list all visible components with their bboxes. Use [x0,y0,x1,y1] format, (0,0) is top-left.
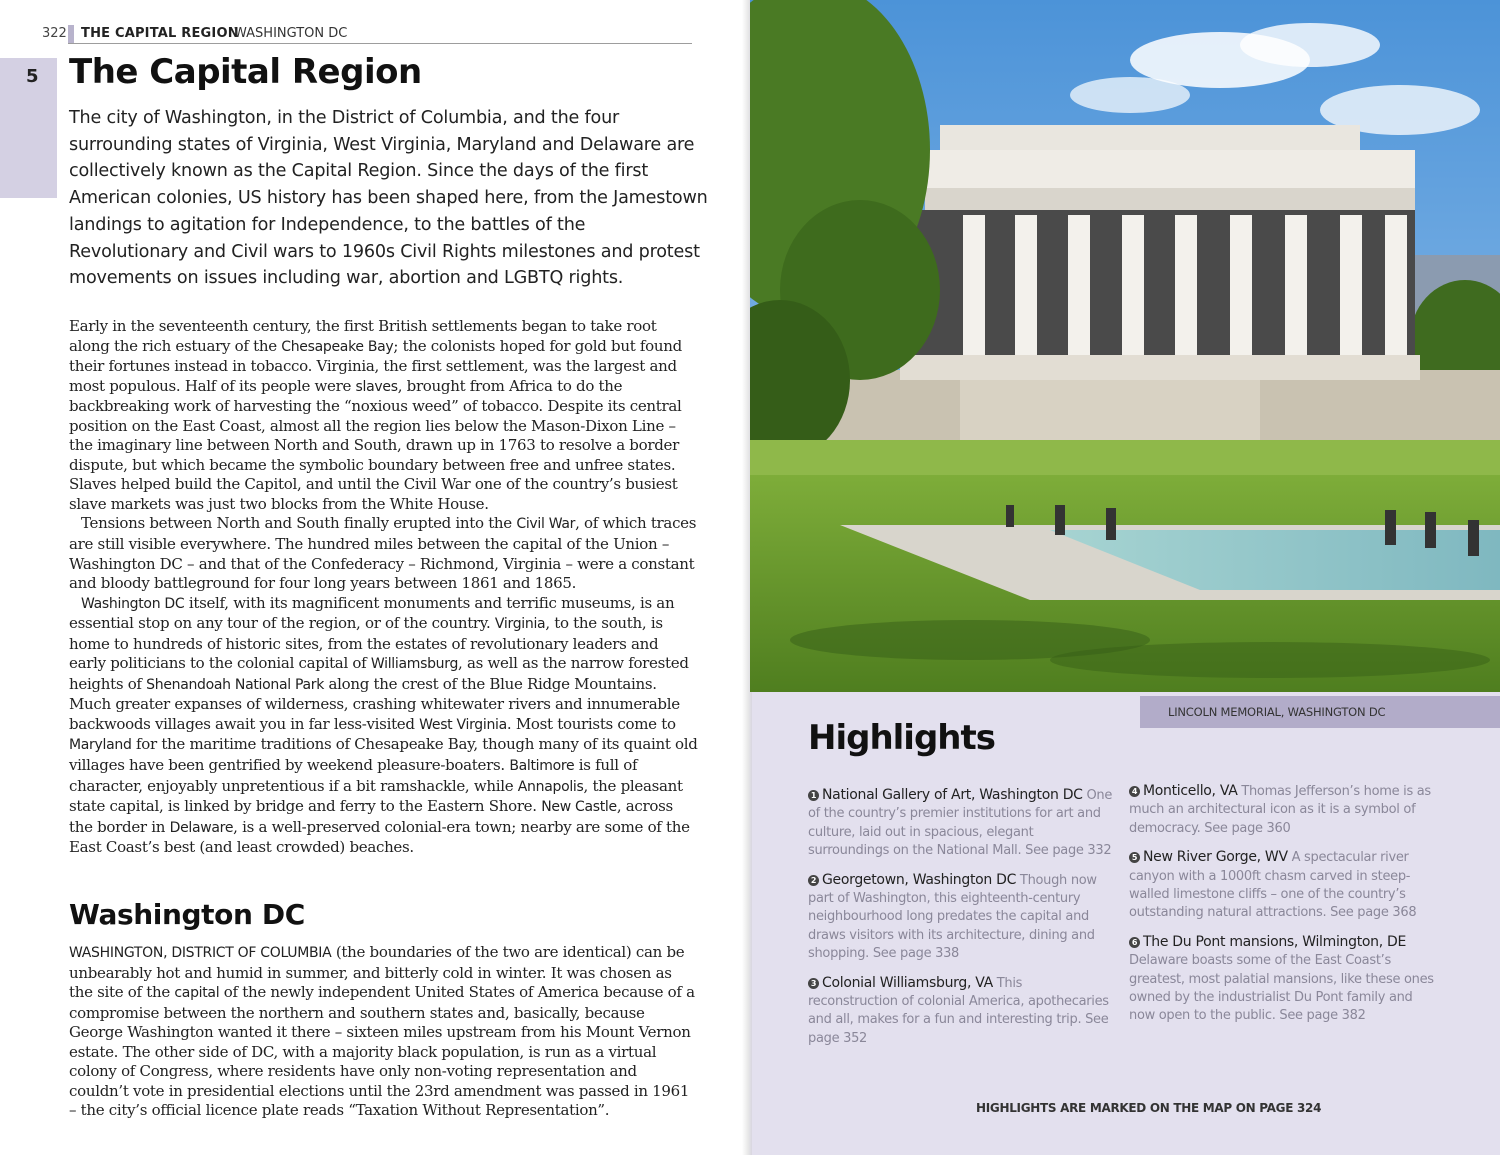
highlight-name: The Du Pont mansions, Wilmington, DE [1143,933,1407,950]
photo-caption: LINCOLN MEMORIAL, WASHINGTON DC [1140,696,1500,728]
highlight-item: 1 National Gallery of Art, Washington DC One of the country’s premier institutions for art and culture, laid out in spacious, elegant surroundings on the National Mall. See page 332 [808,787,1113,859]
keyword: Baltimore [509,758,575,775]
body-paragraph: Early in the seventeenth century, the first British settlements began to take root along the rich estuary of the Chesapeake Bay; the colonists hoped for gold but found their fortunes instead in tobacco. Virginia, the first settlement, was the largest and most populous. Half of its people were slaves, brought from Africa to do the backbreaking work of harvesting the “noxious weed” of tobacco. Despite its central position on the East Coast, almost all the region lies below the Mason-Dixon Line – the imaginary line between North and South, drawn up in 1763 to resolve a border dispute, but which became the symbolic boundary between free and unfree states. Slaves helped build the Capitol, and until the Civil War one of the country’s busiest slave markets was just two blocks from the White House. [69,317,682,513]
keyword: Williamsburg [370,656,459,673]
running-head-subsection: WASHINGTON DC [234,26,348,41]
chapter-tab [0,58,57,198]
chapter-number: 5 [26,66,39,87]
keyword: Chesapeake Bay [281,338,394,355]
running-head-rule [68,43,692,44]
lead-in: WASHINGTON, DISTRICT OF COLUMBIA [69,945,332,961]
highlight-item: 4 Monticello, VA Thomas Jefferson’s home is as much an architectural icon as it is a symbol of democracy. See page 360 [1129,783,1431,836]
highlight-number: 3 [808,978,819,989]
highlights-title: Highlights [808,718,995,758]
keyword: Shenandoah National Park [146,676,325,693]
page-number: 322 [42,26,67,41]
body-text [69,317,699,858]
keyword: slaves [355,378,398,395]
body-paragraph: Tensions between North and South finally erupted into the Civil War, of which traces are still visible everywhere. The hundred miles between the capital of the Union – Washington DC – and that of the Confederacy – Richmond, Virginia – were a constant and bloody battleground for four long years between 1861 and 1865. [69,514,697,593]
body-paragraph: WASHINGTON, DISTRICT OF COLUMBIA (the boundaries of the two are identical) can be unbearably hot and humid in summer, and bitterly cold in winter. It was chosen as the site of the capital of the newly independent United States of America because of a compromise between the northern and southern states and, basically, because George Washington wanted it there – sixteen miles upstream from his Mount Vernon estate. The other side of DC, with a majority black population, is run as a virtual colony of Congress, where residents have only non-voting representation and couldn’t vote in presidential elections until the 23rd amendment was passed in 1961 – the city’s official licence plate reads “Taxation Without Representation”. [69,943,695,1120]
highlight-name: New River Gorge, WV [1143,849,1288,866]
highlight-item: 2 Georgetown, Washington DC Though now part of Washington, this eighteenth-century neighbourhood long predates the capital and draws visitors with its architecture, dining and shopping. See page 338 [808,871,1097,962]
chapter-title: The Capital Region [69,52,422,92]
keyword: Maryland [69,737,132,754]
highlight-name: National Gallery of Art, Washington DC [822,787,1083,803]
chapter-intro: The city of Washington, in the District of Columbia, and the four surrounding states of Virginia, West Virginia, Maryland and Delaware are collectively known as the Capital Region. Since the days of the first American colonies, US history has been shaped here, from the Jamestown landings to agitation for Independence, to the battles of the Revolutionary and Civil wars to 1960s Civil Rights milestones and protest movements on issues including war, abortion and LGBTQ rights. [69,108,708,289]
highlight-number: 4 [1129,786,1140,797]
highlights-column [1129,782,1434,1036]
running-head [42,24,692,44]
keyword: capital [174,985,220,1002]
running-head-section: THE CAPITAL REGION [81,26,239,41]
keyword: Washington DC [81,595,185,612]
lincoln-memorial-photo [750,0,1500,692]
highlight-item: 5 New River Gorge, WV A spectacular river canyon with a 1000ft chasm carved in steep-walled limestone cliffs – one of the country’s outstanding natural attractions. See page 368 [1129,849,1417,921]
keyword: Annapolis [517,778,584,795]
section-body [69,943,699,1121]
highlight-number: 1 [808,790,819,801]
highlight-number: 6 [1129,937,1140,948]
body-paragraph: Washington DC itself, with its magnificent monuments and terrific museums, is an essential stop on any tour of the region, or of the country. Virginia, to the south, is home to hundreds of historic sites, from the estates of revolutionary leaders and early politicians to the colonial capital of Williamsburg, as well as the narrow forested heights of Shenandoah National Park along the crest of the Blue Ridge Mountains. Much greater expanses of wilderness, crashing whitewater rivers and innumerable backwoods villages await you in far less-visited West Virginia. Most tourists come to Maryland for the maritime traditions of Chesapeake Bay, though many of its quaint old villages have been gentrified by weekend pleasure-boaters. Baltimore is full of character, enjoyably unpretentious if a bit ramshackle, while Annapolis, the pleasant state capital, is linked by bridge and ferry to the Eastern Shore. New Castle, across the border in Delaware, is a well-preserved colonial-era town; nearby are some of the East Coast’s best (and least crowded) beaches. [69,593,698,857]
highlight-number: 2 [808,875,819,886]
highlight-name: Colonial Williamsburg, VA [822,974,993,991]
keyword: New Castle [541,799,617,816]
highlight-number: 5 [1129,852,1140,863]
keyword: Delaware [169,819,234,836]
highlight-name: Monticello, VA [1143,783,1238,799]
keyword: Virginia [494,616,546,633]
keyword: Civil War [516,516,576,533]
running-head-marker [68,25,74,43]
highlight-name: Georgetown, Washington DC [822,871,1017,888]
section-heading: Washington DC [69,898,305,931]
keyword: West Virginia [419,716,507,733]
highlights-column [808,786,1113,1058]
highlights-map-note: HIGHLIGHTS ARE MARKED ON THE MAP ON PAGE 324 [976,1101,1322,1115]
highlight-item: 3 Colonial Williamsburg, VA This reconstruction of colonial America, apothecaries and all, makes for a fun and interesting trip. See page 352 [808,974,1109,1046]
highlight-item: 6 The Du Pont mansions, Wilmington, DE Delaware boasts some of the East Coast’s greatest, most palatial mansions, like these ones owned by the industrialist Du Pont family and now open to the public. See page 382 [1129,933,1434,1024]
